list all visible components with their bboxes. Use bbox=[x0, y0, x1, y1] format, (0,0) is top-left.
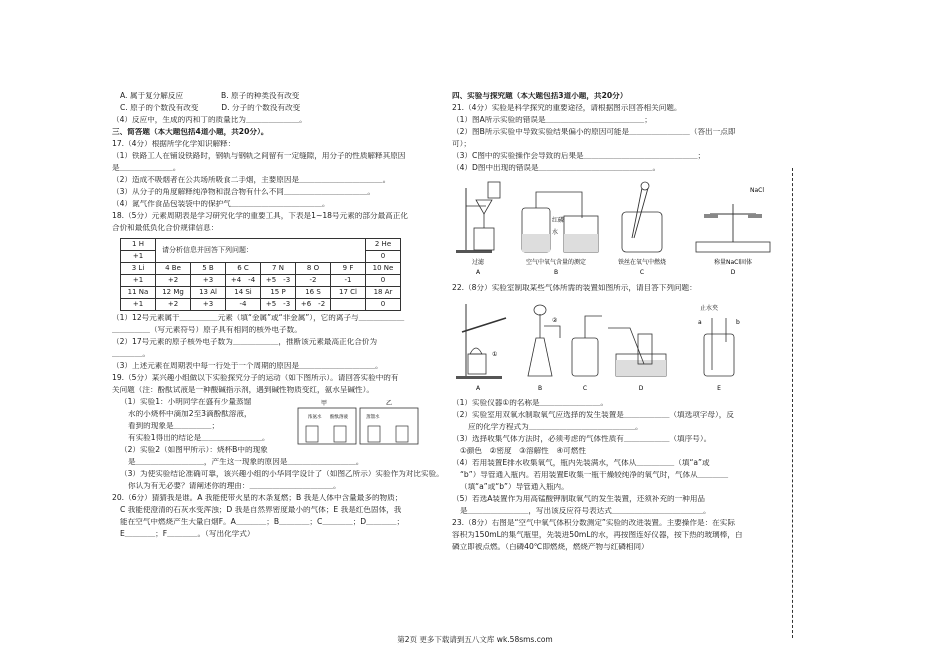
pt-cell: 0 bbox=[366, 275, 401, 287]
fig21-caption-a: 过滤 bbox=[471, 259, 485, 266]
q19-part1-cont: 水的小烧杯中滴加2至3滴酚酞溶液， bbox=[128, 410, 252, 418]
q18-part2-cont: ＿＿＿＿。 bbox=[112, 350, 150, 358]
pt-cell: -1 bbox=[331, 275, 366, 287]
q17-part2: （2）造成不吸烟者在公共场所吸食二手烟，主要原因是＿＿＿＿＿＿＿＿＿＿＿。 bbox=[112, 176, 391, 184]
q18-part1: （1）12号元素属于＿＿＿＿＿元素（填“金属”或“非金属”），它的离子与＿＿＿＿＿＿ bbox=[112, 314, 405, 322]
q22-part1: （1）实验仪器①的名称是＿＿＿＿＿＿＿＿。 bbox=[452, 399, 608, 408]
fig22-label-clamp: 止水夹 bbox=[700, 304, 719, 312]
pt-cell bbox=[331, 299, 366, 311]
q17-stem: 17.（4分）根据所学化学知识解释： bbox=[112, 140, 236, 148]
q18-stem: 18.（5分）元素周期表是学习研究化学的重要工具，下表是1~18号元素的部分最高正化 bbox=[112, 212, 408, 220]
fig22-letter-a: A bbox=[475, 384, 481, 392]
q22-part3: （3）选择收集气体方法时，必须考虑的气体性质有＿＿＿＿＿＿（填序号）。 bbox=[452, 435, 712, 444]
q19-stem: 19.（5分）某兴趣小组做以下实验探究分子的运动（如下图所示）。请回答实验中的有 bbox=[112, 374, 399, 382]
q23-stem-cont: 容积为150mL的集气瓶里，先装进50mL的水，再按图连好仪器，按下热的玻璃棒，白 bbox=[452, 531, 743, 540]
q19-part1: （1）实验1：小明同学在盛有少量蒸馏 bbox=[120, 398, 252, 406]
fig22-letter-e: E bbox=[717, 384, 721, 392]
pt-cell: 1 H bbox=[121, 239, 156, 251]
q22-figure bbox=[452, 298, 786, 394]
pt-cell: +2 bbox=[156, 275, 191, 287]
pt-cell: 10 Ne bbox=[366, 263, 401, 275]
q21-stem: 21.（4分）实验是科学探究的重要途径，请根据图示回答相关问题。 bbox=[452, 104, 682, 112]
fig22-letter-c: C bbox=[582, 384, 588, 392]
q16-option-cd: C. 原子的个数没有改变 D. 分子的个数没有改变 bbox=[120, 104, 301, 112]
pt-cell: +1 bbox=[121, 275, 156, 287]
fig22-label-b: b bbox=[736, 318, 740, 326]
pt-cell: 16 S bbox=[296, 287, 331, 299]
q21-part4: （4）D图中出现的错误是＿＿＿＿＿＿＿＿＿＿＿＿＿＿＿。 bbox=[452, 164, 661, 172]
q17-part4: （4）氮气作食品包装袋中的保护气＿＿＿＿＿＿＿＿＿＿＿＿。 bbox=[112, 200, 330, 208]
pt-cell: 13 Al bbox=[191, 287, 226, 299]
q18-stem-cont: 合价和最低负化合价规律信息： bbox=[112, 224, 219, 232]
q19-part3-cont: 你认为有无必要？请阐述你的理由：＿＿＿＿＿＿＿＿＿＿＿。 bbox=[128, 482, 341, 490]
periodic-table bbox=[120, 238, 401, 311]
q19-block bbox=[112, 398, 450, 446]
q19-part2: （2）实验2（如图甲所示）：烧杯B中的现象 bbox=[120, 446, 268, 454]
q22-stem: 22.（8分）实验室制取某些气体所需的装置如图所示，请目答下列问题： bbox=[452, 283, 697, 292]
fig22-label-a: a bbox=[698, 318, 702, 326]
q17-part3: （3）从分子的角度解释纯净物和混合物有什么不同＿＿＿＿＿＿＿＿＿＿＿。 bbox=[112, 188, 376, 196]
q18-part1-cont: ＿＿＿＿＿（写元素符号）原子具有相同的核外电子数。 bbox=[112, 326, 302, 334]
pt-cell: +2 bbox=[156, 299, 191, 311]
pt-cell: -2 bbox=[296, 275, 331, 287]
pt-cell: 5 B bbox=[191, 263, 226, 275]
q22-part4: （4）若用装置E排水收集氧气，瓶内先装满水，气体从＿＿＿＿＿（填“a”或 bbox=[452, 459, 710, 468]
q19-part2-cont: 是＿＿＿＿＿＿＿＿＿，产生这一现象的原因是＿＿＿＿＿＿＿＿＿。 bbox=[128, 458, 364, 466]
q23-stem-cont2: 磷立即被点燃。（白磷40℃即燃烧，燃烧产物与红磷相同） bbox=[452, 543, 649, 552]
q19-part1-text bbox=[112, 398, 292, 446]
pt-cell: -4 bbox=[226, 299, 261, 311]
page-footer: 第2页 更多下载请到五八文库 wk.58sms.com bbox=[397, 635, 553, 644]
fig19-label-water: 蒸馏水 bbox=[366, 415, 380, 420]
fig22-letter-b: B bbox=[537, 384, 543, 392]
q20-answers: 能在空气中燃烧产生大量白烟F。A＿＿＿＿；B＿＿＿＿；C＿＿＿＿；D＿＿＿＿； bbox=[120, 518, 405, 526]
fig19-label-phenolphthalein: 酚酞溶液 bbox=[330, 415, 348, 420]
pt-cell: 7 N bbox=[261, 263, 296, 275]
fig21-label-nacl: NaCl bbox=[750, 187, 765, 194]
q19-part3: （3）为使实验结论准确可靠，该兴趣小组的小华同学设计了（如图乙所示）实验作为对比实验。 bbox=[120, 470, 444, 478]
pt-cell: +1 bbox=[121, 299, 156, 311]
q20-stem-cont: C 我能使澄清的石灰水变浑浊；D 我是自然界密度最小的气体；E 我是红色固体，我 bbox=[120, 506, 402, 514]
fig19-label-yi: 乙 bbox=[385, 400, 393, 407]
fig22-letter-d: D bbox=[638, 384, 644, 392]
pt-cell: 18 Ar bbox=[366, 287, 401, 299]
q22-part5: （5）若选A装置作为用高锰酸钾制取氧气的发生装置，还须补充的一种用品 bbox=[452, 495, 706, 504]
q21-figure bbox=[452, 178, 786, 278]
molecule-motion-figure bbox=[294, 396, 424, 446]
q22-part2-cont: 应的化学方程式为＿＿＿＿＿＿＿＿＿＿＿＿＿＿。 bbox=[468, 423, 643, 432]
q19-part1-cont2: 看到的现象是＿＿＿＿＿； bbox=[128, 422, 220, 430]
left-column bbox=[112, 92, 450, 542]
section-4-heading: 四、实验与探究题（本大题包括3道小题，共20分） bbox=[452, 92, 628, 100]
pt-cell: 3 Li bbox=[121, 263, 156, 275]
right-column bbox=[452, 92, 788, 555]
q17-part1: （1）铁路工人在铺设铁路时，钢轨与钢轨之间留有一定缝隙，用分子的性质解释其原因 bbox=[112, 152, 406, 160]
pt-cell: +5 -3 bbox=[261, 299, 296, 311]
fig19-label-ammonia: 浓氨水 bbox=[308, 415, 322, 420]
fig21-caption-d: 称量NaCl固体 bbox=[713, 259, 753, 266]
pt-cell: 14 Si bbox=[226, 287, 261, 299]
pt-cell: +3 bbox=[191, 275, 226, 287]
q22-part3-options: ①颜色 ②密度 ③溶解性 ④可燃性 bbox=[460, 447, 586, 456]
q21-part3: （3）C图中的实验操作会导致的后果是＿＿＿＿＿＿＿＿＿＿＿＿＿＿＿； bbox=[452, 152, 706, 160]
q19-part1-conclusion: 有实验1得出的结论是＿＿＿＿＿＿＿＿。 bbox=[128, 434, 270, 442]
binding-dashed-line bbox=[792, 168, 793, 638]
pt-cell: 12 Mg bbox=[156, 287, 191, 299]
pt-cell: 11 Na bbox=[121, 287, 156, 299]
fig21-letter-b: B bbox=[553, 269, 559, 276]
fig21-label-red-phosphorus: 红磷 bbox=[552, 217, 565, 224]
q22-part4-cont: “b”）导管通入瓶内。若用装置E收集一瓶干燥较纯净的氧气时，气体从＿＿＿＿ bbox=[460, 471, 729, 480]
q19-stem-cont: 关问题（注：酚酞试液是一种酸碱指示剂，遇到碱性物质变红，氨水呈碱性）。 bbox=[112, 386, 374, 394]
q22-part5-cont: 是＿＿＿＿＿＿＿＿，写出该反应符号表达式＿＿＿＿＿＿＿＿＿＿＿＿。 bbox=[460, 507, 711, 516]
pt-cell: +5 -3 bbox=[261, 275, 296, 287]
fig22-label-2: ② bbox=[552, 316, 558, 324]
pt-instruction: 请分析信息并回答下列问题： bbox=[156, 239, 366, 263]
pt-cell: +6 -2 bbox=[296, 299, 331, 311]
fig22-label-1: ① bbox=[492, 350, 498, 358]
q21-part1: （1）图A所示实验的错误是＿＿＿＿＿＿＿＿＿＿＿＿＿； bbox=[452, 116, 652, 124]
q22-part4-cont2: （填“a”或“b”）导管通入瓶内。 bbox=[460, 483, 569, 492]
pt-cell: 6 C bbox=[226, 263, 261, 275]
q18-part2: （2）17号元素的原子核外电子数为＿＿＿＿＿＿，推断该元素最高正化合价为 bbox=[112, 338, 378, 346]
fig21-letter-a: A bbox=[475, 269, 481, 276]
q23-stem: 23.（8分）右图是“空气中氧气体积分数测定”实验的改进装置。主要操作是：在实际 bbox=[452, 519, 735, 528]
pt-cell: 0 bbox=[366, 251, 401, 263]
q16-part4: （4）反应中，生成的丙和丁的质量比为＿＿＿＿＿＿＿。 bbox=[112, 116, 307, 124]
q22-part2: （2）实验室用双氧水制取氧气应选择的发生装置是＿＿＿＿＿＿（填选项字母），反 bbox=[452, 411, 734, 420]
section-3-heading: 三、简答题（本大题包括4道小题，共20分）。 bbox=[112, 128, 269, 136]
fig21-caption-c: 铁丝在氧气中燃烧 bbox=[617, 259, 667, 266]
pt-cell: 0 bbox=[366, 299, 401, 311]
fig21-letter-c: C bbox=[639, 269, 645, 276]
pt-cell: +3 bbox=[191, 299, 226, 311]
q17-part1-cont: 是＿＿＿＿＿＿＿。 bbox=[112, 164, 181, 172]
q21-part2-cont: 可）； bbox=[452, 140, 471, 148]
fig21-label-water: 水 bbox=[552, 229, 559, 236]
q21-part2: （2）图B所示实验中导致实验结果偏小的原因可能是＿＿＿＿＿＿＿＿（答出一点即 bbox=[452, 128, 736, 136]
q18-part3: （3）上述元素在周期表中每一行处于一个周期的原因是＿＿＿＿＿＿＿＿＿＿。 bbox=[112, 362, 383, 370]
q20-answers-cont: E＿＿＿＿；F＿＿＿＿。（写出化学式） bbox=[120, 530, 255, 538]
pt-cell: 17 Cl bbox=[331, 287, 366, 299]
pt-cell: 2 He bbox=[366, 239, 401, 251]
pt-cell: 9 F bbox=[331, 263, 366, 275]
fig21-letter-d: D bbox=[730, 269, 736, 276]
q20-stem: 20.（6分）猜猜我是谁。A 我能使带火星的木条复燃；B 我是人体中含量最多的物质； bbox=[112, 494, 403, 502]
fig21-caption-b: 空气中氧气含量的测定 bbox=[525, 259, 587, 266]
q16-option-ab: A. 属于复分解反应 B. 原子的种类没有改变 bbox=[120, 92, 300, 100]
pt-cell: +4 -4 bbox=[226, 275, 261, 287]
pt-cell: +1 bbox=[121, 251, 156, 263]
pt-cell: 4 Be bbox=[156, 263, 191, 275]
fig19-label-jia: 甲 bbox=[320, 400, 328, 407]
pt-cell: 15 P bbox=[261, 287, 296, 299]
pt-cell: 8 O bbox=[296, 263, 331, 275]
